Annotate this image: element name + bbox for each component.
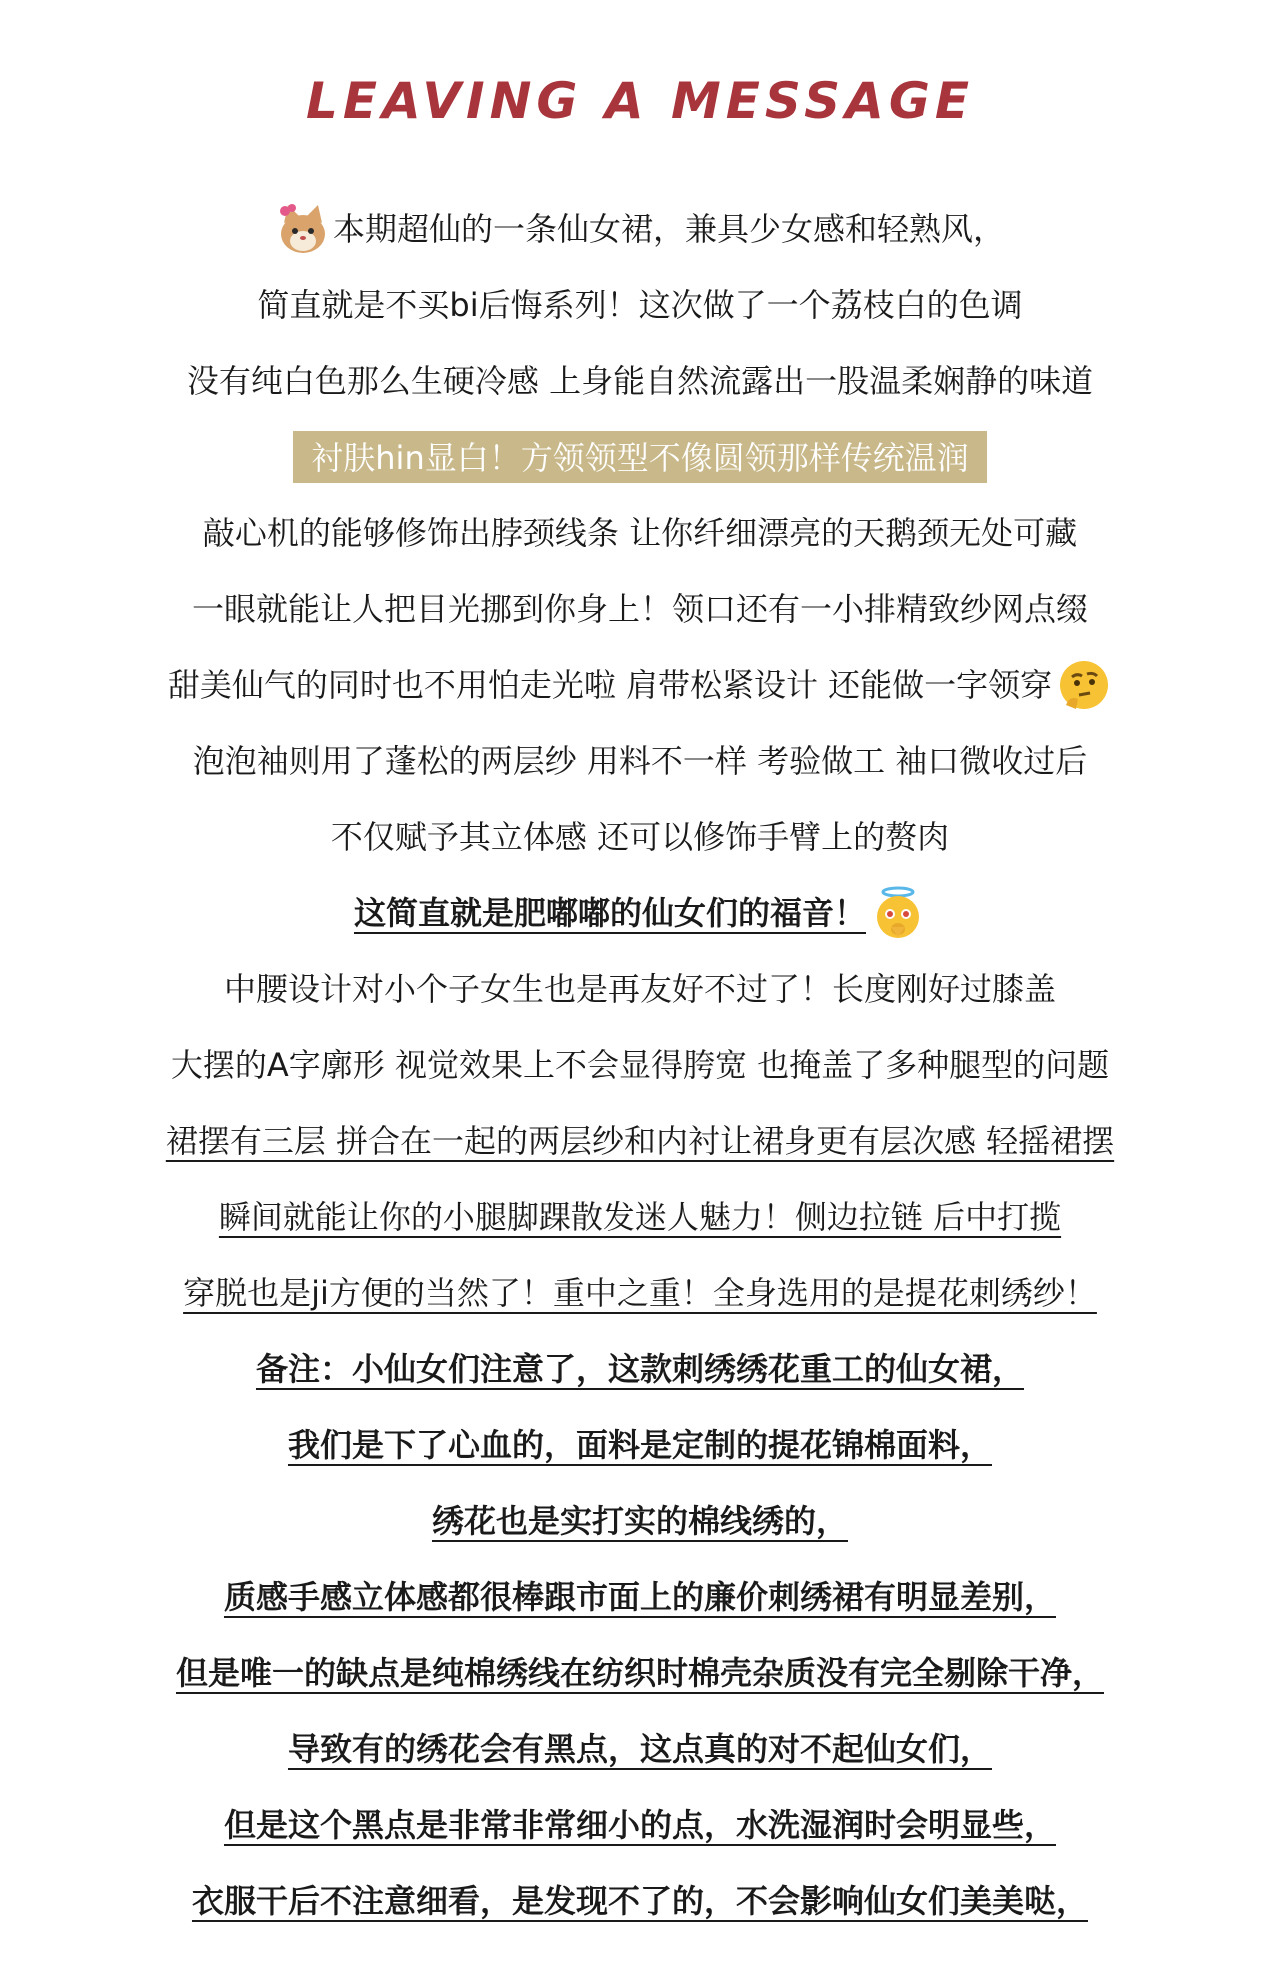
message-line	[0, 799, 1280, 875]
message-text: 导致有的绣花会有黑点，这点真的对不起仙女们，	[287, 1730, 992, 1768]
page-title: LEAVING A MESSAGE	[305, 72, 975, 130]
message-line	[0, 1483, 1280, 1559]
message-line	[0, 1255, 1280, 1331]
message-text: 简直就是不买bi后悔系列！这次做了一个荔枝白的色调	[257, 286, 1023, 324]
message-text: 敲心机的能够修饰出脖颈线条 让你纤细漂亮的天鹅颈无处可藏	[202, 514, 1078, 552]
message-line	[0, 571, 1280, 647]
message-text: 甜美仙气的同时也不用怕走光啦 肩带松紧设计 还能做一字领穿	[167, 666, 1053, 704]
message-line	[0, 495, 1280, 571]
message-text: 我们是下了心血的，面料是定制的提花锦棉面料，	[287, 1426, 992, 1464]
message-line	[0, 1787, 1280, 1863]
message-line	[0, 419, 1280, 495]
message-text: 大摆的A字廓形 视觉效果上不会显得胯宽 也掩盖了多种腿型的问题	[170, 1046, 1110, 1084]
highlight-text: 衬肤hin显白！方领领型不像圆领那样传统温润	[293, 431, 986, 483]
message-line	[0, 647, 1280, 723]
message-text: 本期超仙的一条仙女裙，兼具少女感和轻熟风，	[332, 210, 1005, 248]
message-line	[0, 1179, 1280, 1255]
angel-face-icon	[870, 885, 926, 941]
message-text: 瞬间就能让你的小腿脚踝散发迷人魅力！侧边拉链 后中打揽	[218, 1198, 1062, 1236]
message-text: 一眼就能让人把目光挪到你身上！领口还有一小排精致纱网点缀	[191, 590, 1088, 628]
message-line	[0, 191, 1280, 267]
message-line	[0, 1103, 1280, 1179]
message-text: 但是这个黑点是非常非常细小的点，水洗湿润时会明显些，	[223, 1806, 1056, 1844]
message-line	[0, 1331, 1280, 1407]
message-body	[0, 191, 1280, 1939]
message-text: 绣花也是实打实的棉线绣的，	[431, 1502, 848, 1540]
message-line	[0, 1635, 1280, 1711]
message-line	[0, 723, 1280, 799]
message-line	[0, 343, 1280, 419]
message-text: 衣服干后不注意细看，是发现不了的，不会影响仙女们美美哒，	[191, 1882, 1088, 1920]
message-text: 没有纯白色那么生硬冷感 上身能自然流露出一股温柔娴静的味道	[186, 362, 1094, 400]
message-text: 不仅赋予其立体感 还可以修饰手臂上的赘肉	[330, 818, 950, 856]
message-line	[0, 1027, 1280, 1103]
message-text: 质感手感立体感都很棒跟市面上的廉价刺绣裙有明显差别，	[223, 1578, 1056, 1616]
message-line	[0, 1559, 1280, 1635]
message-text: 泡泡袖则用了蓬松的两层纱 用料不一样 考验做工 袖口微收过后	[192, 742, 1088, 780]
message-text: 裙摆有三层 拼合在一起的两层纱和内衬让裙身更有层次感 轻摇裙摆	[165, 1122, 1115, 1160]
message-line	[0, 1863, 1280, 1939]
message-line	[0, 1711, 1280, 1787]
message-text: 但是唯一的缺点是纯棉绣线在纺织时棉壳杂质没有完全剔除干净，	[175, 1654, 1104, 1692]
message-line	[0, 951, 1280, 1027]
message-line	[0, 1407, 1280, 1483]
message-text: 备注：小仙女们注意了，这款刺绣绣花重工的仙女裙，	[255, 1350, 1024, 1388]
message-text: 中腰设计对小个子女生也是再友好不过了！长度刚好过膝盖	[223, 970, 1056, 1008]
message-line	[0, 875, 1280, 951]
thinking-face-icon	[1056, 657, 1112, 713]
cat-face-icon	[275, 201, 331, 257]
message-line	[0, 267, 1280, 343]
message-text: 穿脱也是ji方便的当然了！重中之重！全身选用的是提花刺绣纱！	[183, 1274, 1097, 1312]
message-text: 这简直就是肥嘟嘟的仙女们的福音！	[353, 894, 866, 932]
